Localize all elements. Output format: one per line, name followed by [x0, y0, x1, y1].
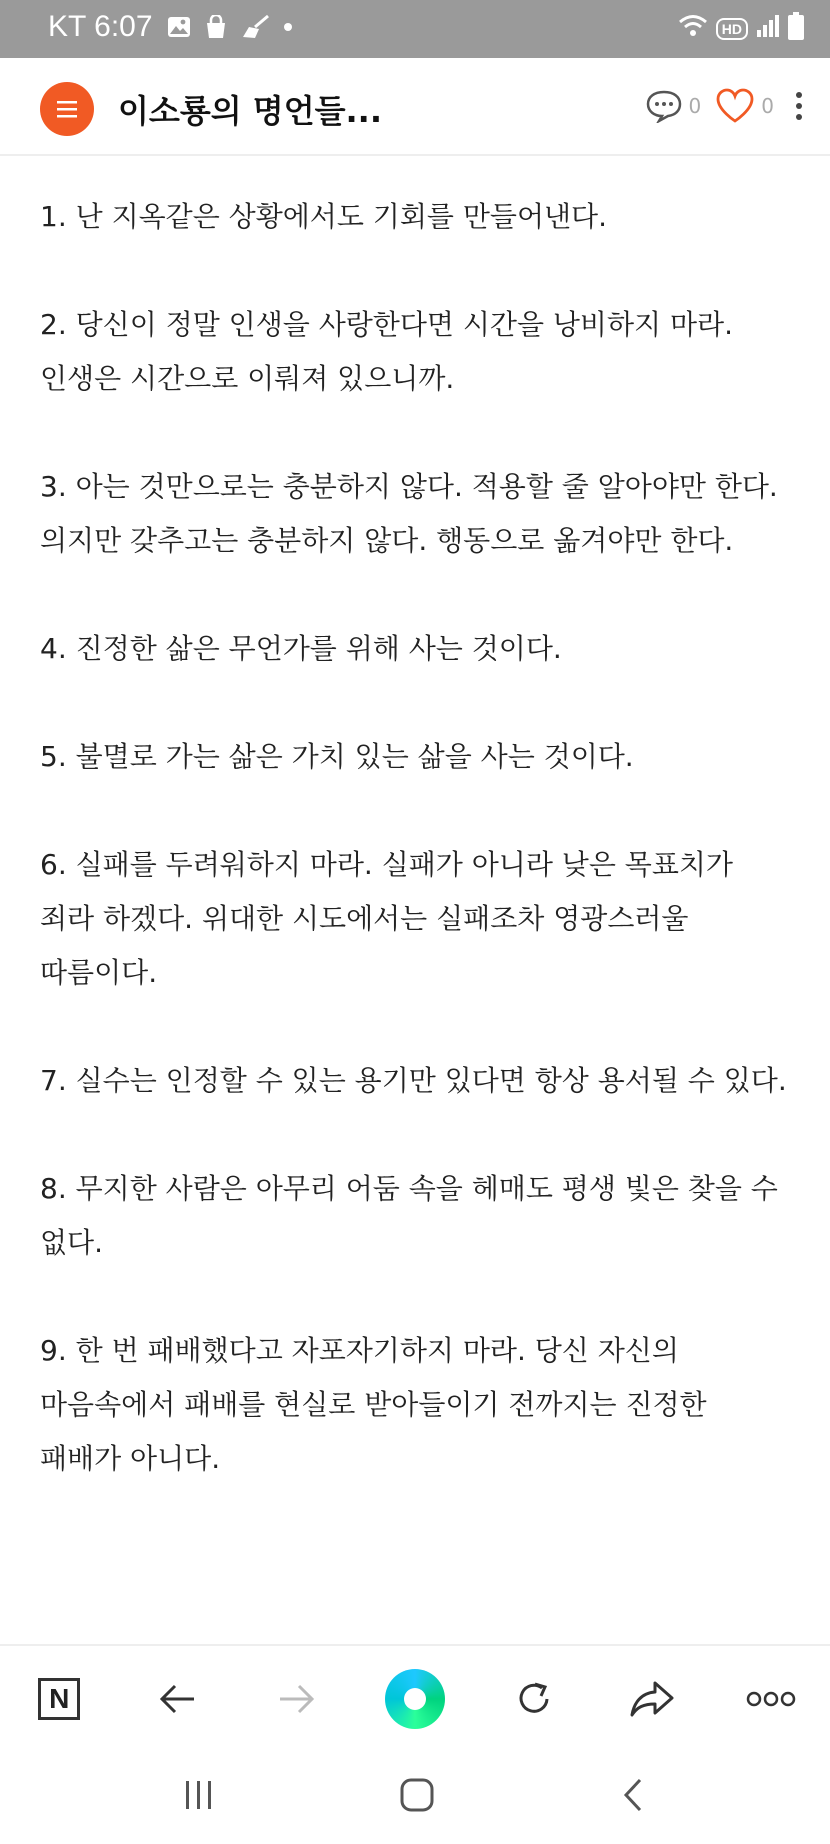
- quote-item: 4. 진정한 삶은 무언가를 위해 사는 것이다.: [40, 632, 562, 665]
- quote-item: 1. 난 지옥같은 상황에서도 기회를 만들어낸다.: [40, 200, 607, 233]
- broom-icon: [241, 15, 269, 39]
- quote-item: 5. 불멸로 가는 삶은 가치 있는 삶을 사는 것이다.: [40, 740, 634, 773]
- more-button[interactable]: [736, 1664, 806, 1734]
- naver-home-button[interactable]: [24, 1664, 94, 1734]
- quote-item: 8. 무지한 사람은 아무리 어둠 속을 헤매도 평생 빛은 찾을 수 없다.: [40, 1172, 778, 1259]
- back-arrow-icon: [158, 1681, 198, 1717]
- more-options-icon[interactable]: [796, 92, 802, 120]
- menu-button[interactable]: [40, 82, 94, 136]
- quote-item: 9. 한 번 패배했다고 자포자기하지 마라. 당신 자신의 마음속에서 패배를 현실로 받아들이기 전까지는 진정한 패배가 아니다.: [40, 1334, 707, 1475]
- share-button[interactable]: [617, 1664, 687, 1734]
- status-bar: [0, 0, 830, 58]
- signal-icon: [756, 14, 780, 43]
- back-icon: [618, 1777, 648, 1813]
- green-dot-button[interactable]: [380, 1664, 450, 1734]
- battery-icon: [788, 12, 804, 45]
- article-body: [40, 190, 790, 1540]
- forward-arrow-icon: [276, 1681, 316, 1717]
- recent-apps-icon: [182, 1778, 216, 1812]
- share-icon: [629, 1679, 675, 1719]
- refresh-icon: [513, 1678, 555, 1720]
- system-nav-bar: [0, 1750, 830, 1844]
- gallery-icon: [167, 16, 191, 38]
- like-button[interactable]: [715, 88, 788, 124]
- carrier-time: KT 6:07: [48, 10, 153, 43]
- wifi-icon: [678, 14, 708, 43]
- comment-button[interactable]: [645, 89, 716, 123]
- shopping-bag-icon: [205, 15, 227, 39]
- forward-button[interactable]: [261, 1664, 331, 1734]
- browser-toolbar: [0, 1644, 830, 1752]
- back-nav-button[interactable]: [618, 1777, 648, 1817]
- dot-icon: [283, 22, 293, 32]
- green-dot-icon: [385, 1669, 445, 1729]
- recent-apps-button[interactable]: [182, 1778, 216, 1816]
- refresh-button[interactable]: [499, 1664, 569, 1734]
- page-title: 이소룡의 명언들...: [118, 92, 382, 130]
- home-icon: [399, 1777, 435, 1813]
- comment-icon: [645, 89, 683, 123]
- back-button[interactable]: [143, 1664, 213, 1734]
- like-count: 0: [761, 94, 774, 118]
- app-header: [0, 58, 830, 156]
- quote-item: 2. 당신이 정말 인생을 사랑한다면 시간을 낭비하지 마라. 인생은 시간으로 이뤄져 있으니까.: [40, 308, 733, 395]
- home-button[interactable]: [399, 1777, 435, 1817]
- quote-item: 6. 실패를 두려워하지 마라. 실패가 아니라 낮은 목표치가 죄라 하겠다. 위대한 시도에서는 실패조차 영광스러울 따름이다.: [40, 848, 733, 989]
- naver-home-icon: N: [38, 1678, 80, 1720]
- quote-item: 3. 아는 것만으로는 충분하지 않다. 적용할 줄 알아야만 한다. 의지만 갖추고는 충분하지 않다. 행동으로 옮겨야만 한다.: [40, 470, 778, 557]
- more-icon: [746, 1689, 796, 1709]
- quote-item: 7. 실수는 인정할 수 있는 용기만 있다면 항상 용서될 수 있다.: [40, 1064, 787, 1097]
- hamburger-menu-icon: [55, 99, 79, 119]
- hd-icon: HD: [716, 18, 748, 40]
- comment-count: 0: [688, 94, 702, 118]
- heart-icon: [715, 88, 755, 124]
